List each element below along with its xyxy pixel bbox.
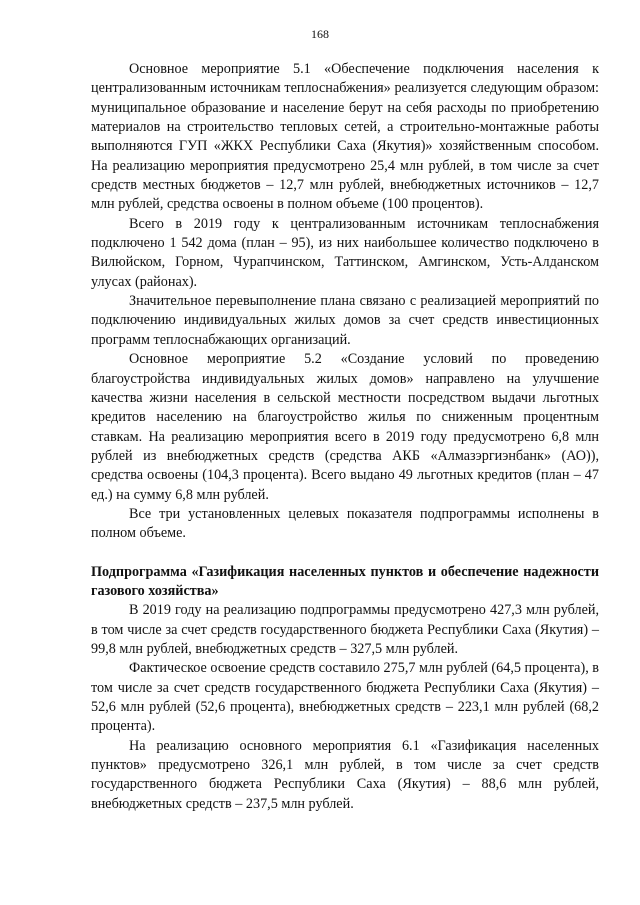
paragraph-indicators: Все три установленных целевых показателя подпрограммы исполнены в полном объеме.	[91, 505, 599, 542]
document-body	[91, 60, 599, 814]
paragraph-gas-actual: Фактическое освоение средств составило 275,7 млн рублей (64,5 процента), в том числе за счет средств государственного бюджета Республики Саха (Якутия) – 52,6 млн рублей (52,6 процента), внебюджетных средств – 223,1 млн рублей (68,2 процента).	[91, 660, 599, 735]
section-heading: Подпрограмма «Газификация населенных пунктов и обеспечение надежности газового хозяйства»	[91, 563, 599, 599]
paragraph-measure-6-1: На реализацию основного мероприятия 6.1 «Газификация населенных пунктов» предусмотрено 326,1 млн рублей, в том числе за счет средств государственного бюджета Республики Саха (Якутия) – 88,6 млн рублей, внебюджетных средств – 237,5 млн рублей.	[91, 737, 599, 812]
page-number: 168	[311, 27, 329, 41]
paragraph-measure-5-1: Основное мероприятие 5.1 «Обеспечение подключения населения к централизованным источникам теплоснабжения» реализуется следующим образом: муниципальное образование и население берут на себя расходы по приобретению материалов на строительство тепловых сетей, а строительно-монтажные работы выполняются ГУП «ЖКХ Республики Саха (Якутия)» хозяйственным способом. На реализацию мероприятия предусмотрено 25,4 млн рублей, в том числе за счет средств местных бюджетов – 12,7 млн рублей, внебюджетных источников – 12,7 млн рублей, средства освоены в полном объеме (100 процентов).	[91, 61, 599, 213]
paragraph-overfulfillment: Значительное перевыполнение плана связано с реализацией мероприятий по подключению индивидуальных жилых домов за счет средств инвестиционных программ теплоснабжающих организаций.	[91, 293, 599, 348]
paragraph-connections-2019: Всего в 2019 году к централизованным источникам теплоснабжения подключено 1 542 дома (план – 95), из них наибольшее количество подключено в Вилюйском, Горном, Чурапчинском, Таттинском, Амгинском, Усть-Алданском улусах (районах).	[91, 215, 599, 290]
paragraph-gas-funding: В 2019 году на реализацию подпрограммы предусмотрено 427,3 млн рублей, в том числе за счет средств государственного бюджета Республики Саха (Якутия) – 99,8 млн рублей, внебюджетных средств – 327,5 млн рублей.	[91, 602, 599, 657]
paragraph-measure-5-2: Основное мероприятие 5.2 «Создание условий по проведению благоустройства индивидуальных жилых домов» направлено на улучшение качества жизни населения в сельской местности посредством выдачи льготных кредитов населению на благоустройство жилья по сниженным процентным ставкам. На реализацию мероприятия всего в 2019 году предусмотрено 6,8 млн рублей из внебюджетных средств (средства АКБ «Алмазэргиэнбанк» (АО)), средства освоены (104,3 процента). Всего выдано 49 льготных кредитов (план – 47 ед.) на сумму 6,8 млн рублей.	[91, 351, 599, 503]
